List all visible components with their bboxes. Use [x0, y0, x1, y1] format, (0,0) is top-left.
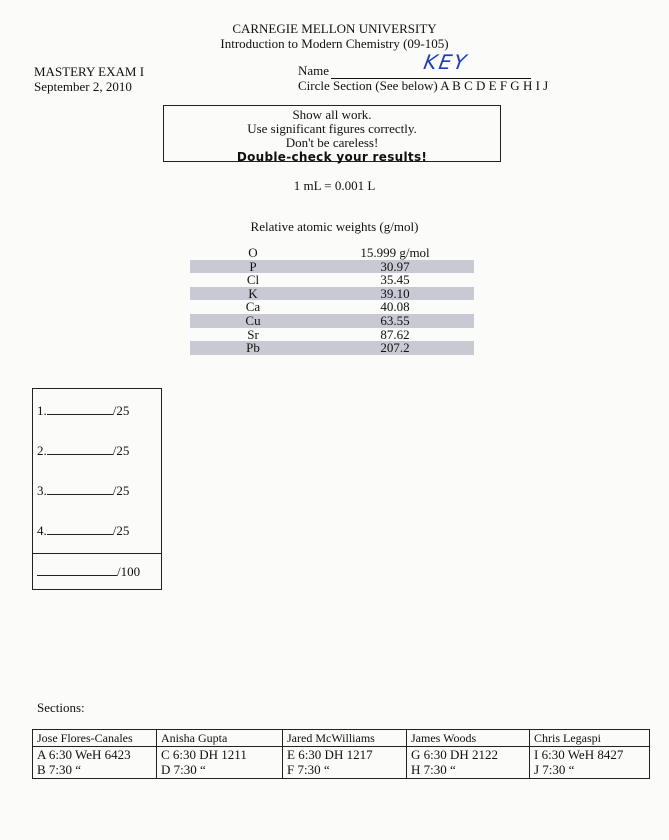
question-number: 2. [37, 443, 47, 458]
score-row-4[interactable] [37, 523, 129, 539]
score-blank[interactable] [47, 524, 113, 535]
element-weight: 39.10 [380, 285, 410, 301]
instructor-name: James Woods [411, 731, 477, 745]
question-number: 4. [37, 523, 47, 538]
section-time-2: B 7:30 “ [37, 762, 82, 777]
section-time-2: H 7:30 “ [411, 762, 456, 777]
section-time-1: E 6:30 DH 1217 [287, 747, 373, 762]
instructor-name: Jose Flores-Canales [37, 731, 133, 745]
question-max: /25 [112, 483, 130, 498]
element-symbol: O [248, 245, 258, 260]
section-column [529, 730, 649, 778]
sections-label: Sections: [37, 700, 85, 715]
section-time-1: G 6:30 DH 2122 [411, 747, 499, 762]
exam-date: September 2, 2010 [34, 79, 132, 94]
unit-conversion: 1 mL = 0.001 L [293, 178, 376, 193]
score-blank[interactable] [47, 404, 113, 415]
element-weight: 87.62 [380, 326, 410, 342]
atomic-weight-row [190, 328, 474, 342]
instructor-name: Jared McWilliams [287, 731, 375, 745]
course-title: Introduction to Modern Chemistry (09-105) [220, 36, 449, 51]
question-number: 1. [37, 403, 47, 418]
section-time-1: I 6:30 WeH 8427 [534, 747, 624, 762]
element-symbol: Pb [246, 340, 260, 356]
question-max: /25 [112, 523, 130, 538]
university-name: CARNEGIE MELLON UNIVERSITY [232, 21, 437, 36]
total-blank[interactable] [37, 565, 117, 576]
instructor-name: Chris Legaspi [534, 731, 601, 745]
instruction-line-4: Double-check your results! [236, 150, 428, 164]
section-column [33, 730, 156, 778]
question-number: 3. [37, 483, 47, 498]
section-time-1: C 6:30 DH 1211 [161, 747, 247, 762]
score-total-row[interactable] [37, 564, 140, 580]
exam-info [34, 64, 144, 94]
element-weight: 15.999 g/mol [360, 245, 430, 260]
score-row-3[interactable] [37, 483, 129, 499]
section-time-2: D 7:30 “ [161, 762, 206, 777]
question-max: /25 [112, 403, 130, 418]
score-blank[interactable] [47, 484, 113, 495]
element-symbol: Cl [246, 272, 260, 288]
name-handwritten-value: KEY [421, 50, 471, 74]
instructor-name: Anisha Gupta [161, 731, 228, 745]
exam-title: MASTERY EXAM I [34, 64, 145, 79]
score-box [32, 388, 162, 590]
section-time-2: F 7:30 “ [287, 762, 330, 777]
element-weight: 35.45 [380, 272, 410, 288]
element-weight: 30.97 [380, 258, 410, 274]
instruction-line-2: Use significant figures correctly. [247, 121, 417, 136]
section-time-1: A 6:30 WeH 6423 [37, 747, 131, 762]
atomic-weights-table [190, 246, 474, 355]
element-symbol: P [249, 258, 257, 274]
element-symbol: Sr [247, 326, 259, 342]
element-weight: 63.55 [380, 312, 410, 328]
section-column [282, 730, 406, 778]
instructions-box [163, 105, 501, 162]
atomic-weight-row [190, 287, 474, 301]
name-field[interactable] [298, 63, 531, 79]
question-max: /25 [112, 443, 130, 458]
score-row-1[interactable] [37, 403, 129, 419]
score-blank[interactable] [47, 444, 113, 455]
total-max: /100 [117, 564, 141, 579]
element-symbol: Ca [245, 299, 261, 315]
element-symbol: Cu [245, 312, 261, 328]
circle-section-line: Circle Section (See below) A B C D E F G H I J [298, 78, 549, 93]
score-divider [33, 553, 161, 554]
section-time-2: J 7:30 “ [534, 762, 575, 777]
element-symbol: K [248, 285, 258, 301]
element-weight: 40.08 [380, 299, 410, 315]
exam-header [0, 21, 669, 51]
instruction-line-1: Show all work. [292, 107, 372, 122]
score-row-2[interactable] [37, 443, 129, 459]
atomic-weight-row [190, 273, 474, 287]
atomic-weight-row [190, 260, 474, 274]
atomic-weights-title: Relative atomic weights (g/mol) [250, 219, 419, 234]
atomic-weight-row [190, 341, 474, 355]
sections-table [32, 729, 650, 779]
atomic-weight-row [190, 300, 474, 314]
name-label: Name [298, 63, 330, 78]
atomic-weight-row [190, 314, 474, 328]
atomic-weight-row [190, 246, 474, 260]
section-column [156, 730, 282, 778]
instruction-line-3: Don't be careless! [285, 135, 379, 150]
section-column [406, 730, 529, 778]
element-weight: 207.2 [380, 340, 410, 356]
